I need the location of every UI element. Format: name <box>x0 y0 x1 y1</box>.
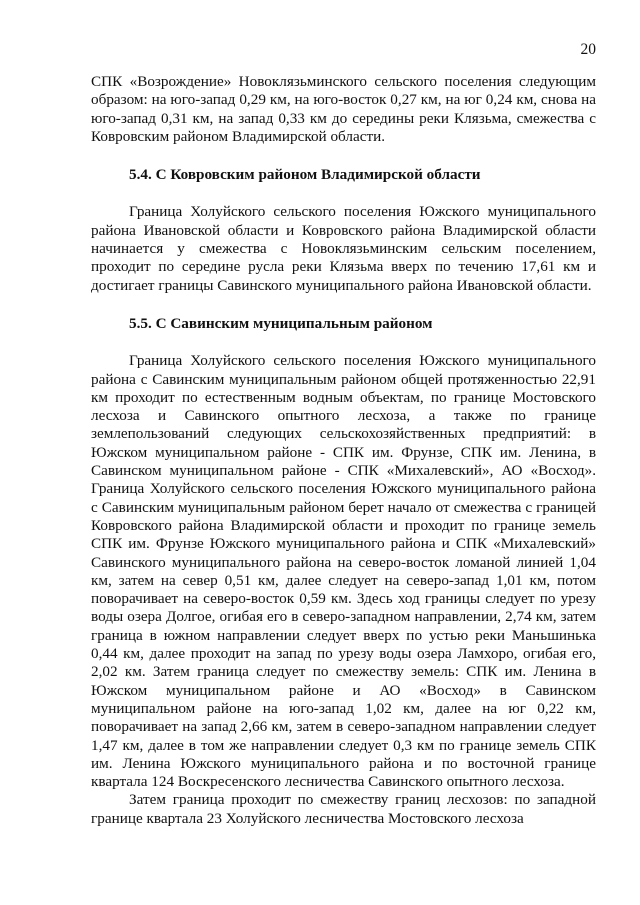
spacer <box>91 146 596 166</box>
paragraph-savino-border: Граница Холуйского сельского поселения Южского муниципального района с Савинским муниципальным районом общей протяженностью 22,91 км проходит по естественным водным объектам, по границе Мостовского лесхоза и Савинского опытного лесхоза, а также по границе землепользований следующих сельскохозяйственных предприятий: в Южском муниципальном районе - СПК им. Фрунзе, СПК им. Ленина, в Савинском муниципальном районе - СПК «Михалевский», АО «Восход». Граница Холуйского сельского поселения Южского муниципального района с Савинским муниципальным районом берет начало от смежества с границей Ковровского района Владимирской области и проходит по границе земель СПК им. Фрунзе Южского муниципального района и СПК «Михалевский» Савинского муниципального района на северо-восток ломаной линией 1,04 км, затем на север 0,51 км, далее следует на северо-запад 1,01 км, потом поворачивает на северо-восток 0,59 км. Здесь ход границы следует по урезу воды озера Долгое, огибая его в северо-западном направлении, 2,74 км, затем граница в южном направлении следует вверх по устью реки Маньшинька 0,44 км, далее проходит на запад по урезу воды озера Ламхоро, огибая его, 2,02 км. Затем граница следует по смежеству земель: СПК им. Ленина в Южском муниципальном районе и АО «Восход» в Савинском муниципальном районе на юго-запад 1,02 км, далее на юг 0,22 км, поворачивает на запад 2,66 км, затем в северо-западном направлении следует 1,47 км, далее в том же направлении следует 0,3 км по границе земель СПК им. Ленина Южского муниципального района и по восточной границе квартала 124 Воскресенского лесничества Савинского опытного лесхоза. <box>91 352 596 791</box>
section-heading-5-4: 5.4. С Ковровским районом Владимирской области <box>129 166 481 184</box>
paragraph-kovrov-border: Граница Холуйского сельского поселения Южского муниципального района Ивановской области и Ковровского района Владимирской области начинается у смежества с Новоклязьминским сельским поселением, проходит по середине русла реки Клязьма вверх по течению 17,61 км и достигает границы Савинского муниципального района Ивановской области. <box>91 203 596 294</box>
paragraph-forestry-border: Затем граница проходит по смежеству границ лесхозов: по западной границе квартала 23 Холуйского лесничества Мостовского лесхоза <box>91 791 596 827</box>
spacer <box>91 295 596 315</box>
spacer <box>91 184 596 203</box>
document-body <box>91 73 596 828</box>
paragraph-spk-vozrozhdenie: СПК «Возрождение» Новоклязьминского сельского поселения следующим образом: на юго-запад 0,29 км, на юго-восток 0,27 км, на юг 0,24 км, снова на юго-запад 0,31 км, на запад 0,33 км до середины реки Клязьма, смежества с Ковровским районом Владимирской области. <box>91 73 596 145</box>
page-number: 20 <box>580 41 596 58</box>
spacer <box>91 333 596 352</box>
document-page <box>91 0 596 905</box>
section-heading-5-5: 5.5. С Савинским муниципальным районом <box>129 314 433 332</box>
